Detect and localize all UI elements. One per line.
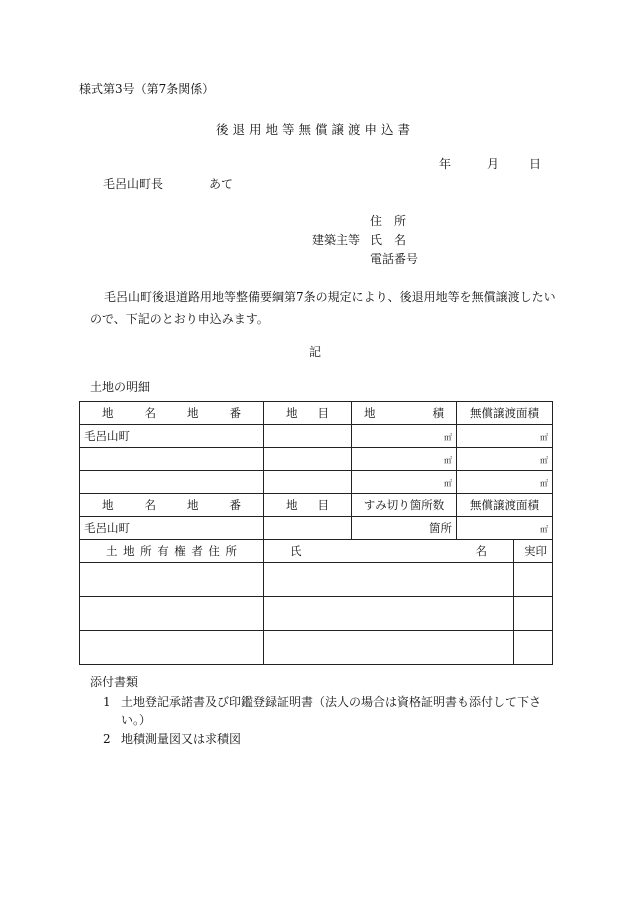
applicant-phone-row xyxy=(312,250,418,267)
date-line xyxy=(439,155,541,172)
table-header-row xyxy=(80,494,553,517)
owner-address-header: 土 地 所 有 権 者 住 所 xyxy=(80,540,264,563)
applicant-name-label: 氏 名 xyxy=(370,233,407,247)
date-day-label: 日 xyxy=(529,157,542,171)
owner-name-cell xyxy=(264,597,514,631)
owner-row xyxy=(80,597,553,631)
attachment-text: 土地登記承諾書及び印鑑登録証明書（法人の場合は資格証明書も添付して下さ xyxy=(121,695,542,709)
category-header: 地 目 xyxy=(264,494,352,517)
area-cell: ㎡ xyxy=(352,448,457,471)
attachment-number: 1 xyxy=(103,695,111,709)
applicant-address-label: 住 所 xyxy=(370,214,407,228)
owner-row xyxy=(80,563,553,597)
location-cell xyxy=(80,471,264,494)
attachment-text: 地積測量図又は求積図 xyxy=(121,732,242,746)
transfer-area-cell: ㎡ xyxy=(457,517,553,540)
location-cell: 毛呂山町 xyxy=(80,425,264,448)
owner-name-cell xyxy=(264,631,514,665)
transfer-area-cell: ㎡ xyxy=(457,448,553,471)
attachments-heading: 添付書類 xyxy=(90,675,139,689)
owner-address-cell xyxy=(80,631,264,665)
table-row xyxy=(80,448,553,471)
owner-header-row xyxy=(80,540,553,563)
location-cell xyxy=(80,448,264,471)
location-cell: 毛呂山町 xyxy=(80,517,264,540)
owner-address-cell xyxy=(80,563,264,597)
date-year-label: 年 xyxy=(439,157,452,171)
ki-mark: 記 xyxy=(308,345,321,359)
addressee-mayor: 毛呂山町長 xyxy=(103,177,164,191)
category-cell xyxy=(264,471,352,494)
transfer-area-cell: ㎡ xyxy=(457,425,553,448)
area-cell: ㎡ xyxy=(352,471,457,494)
seal-cell xyxy=(514,631,553,665)
date-month-label: 月 xyxy=(487,157,500,171)
land-details-heading: 土地の明細 xyxy=(90,380,151,394)
table-row xyxy=(80,517,553,540)
corner-count-cell: 箇所 xyxy=(352,517,457,540)
table-header-row xyxy=(80,402,553,425)
applicant-phone-label: 電話番号 xyxy=(370,252,419,266)
body-text: 毛呂山町後退道路用地等整備要綱第7条の規定により、後退用地等を無償譲渡したいので、下記のとおり申込みます。 xyxy=(90,290,556,326)
free-transfer-area-header: 無償譲渡面積 xyxy=(457,402,553,425)
table-row xyxy=(80,471,553,494)
applicant-address-row xyxy=(312,212,406,229)
seal-cell xyxy=(514,597,553,631)
area-cell: ㎡ xyxy=(352,425,457,448)
document-title: 後退用地等無償譲渡申込書 xyxy=(215,122,414,137)
owner-name-header: 氏 名 xyxy=(264,540,514,563)
seal-cell xyxy=(514,563,553,597)
attachment-text-continued: い。） xyxy=(121,713,152,727)
category-cell xyxy=(264,448,352,471)
applicant-name-row xyxy=(312,231,406,248)
corner-count-header: すみ切り箇所数 xyxy=(352,494,457,517)
attachment-number: 2 xyxy=(103,732,111,746)
addressee-suffix: あて xyxy=(209,177,234,191)
category-cell xyxy=(264,517,352,540)
seal-header: 実 印 xyxy=(514,540,553,563)
location-header: 地 名 地 番 xyxy=(80,402,264,425)
category-cell xyxy=(264,425,352,448)
owner-name-cell xyxy=(264,563,514,597)
form-number: 様式第3号（第7条関係） xyxy=(79,82,215,96)
transfer-area-cell: ㎡ xyxy=(457,471,553,494)
addressee xyxy=(103,175,233,192)
category-header: 地 目 xyxy=(264,402,352,425)
location-header: 地 名 地 番 xyxy=(80,494,264,517)
attachment-item xyxy=(103,693,541,710)
attachment-item xyxy=(103,730,241,747)
applicant-role: 建築主等 xyxy=(312,233,361,247)
owner-address-cell xyxy=(80,597,264,631)
table-row xyxy=(80,425,553,448)
owner-row xyxy=(80,631,553,665)
area-header: 地 積 xyxy=(352,402,457,425)
free-transfer-area-header: 無償譲渡面積 xyxy=(457,494,553,517)
land-details-table xyxy=(79,401,553,665)
